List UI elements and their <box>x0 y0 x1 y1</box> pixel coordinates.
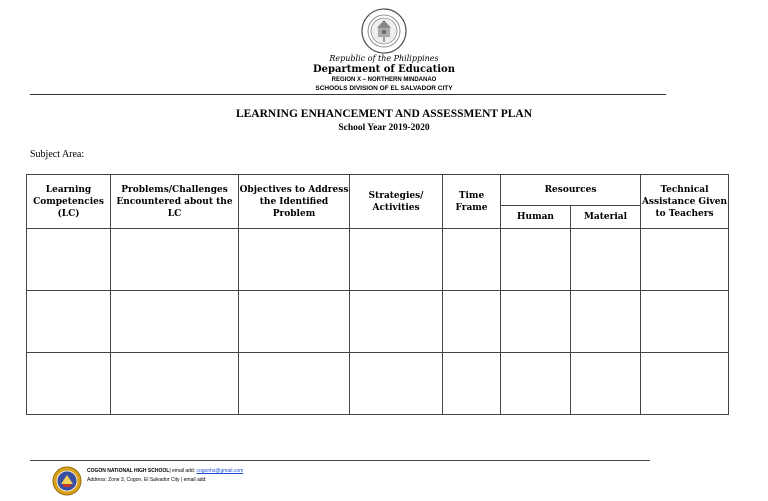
table-cell[interactable] <box>571 353 641 415</box>
republic-line: Republic of the Philippines <box>329 54 439 63</box>
table-cell[interactable] <box>350 229 443 291</box>
document-title: LEARNING ENHANCEMENT AND ASSESSMENT PLAN <box>235 108 533 120</box>
footer-email-link[interactable]: cogonhs@gmail.com <box>196 468 244 474</box>
plan-table <box>26 174 729 415</box>
table-cell[interactable] <box>443 353 501 415</box>
footer-email-label: email add: <box>172 468 196 474</box>
table-cell[interactable] <box>239 353 350 415</box>
table-cell[interactable] <box>350 353 443 415</box>
footer-school-line <box>87 468 243 474</box>
table-cell[interactable] <box>501 229 571 291</box>
table-cell[interactable] <box>239 291 350 353</box>
region-line: REGION X – NORTHERN MINDANAO <box>331 77 437 83</box>
table-cell[interactable] <box>641 291 729 353</box>
table-cell[interactable] <box>27 353 111 415</box>
header-material: Material <box>571 206 641 229</box>
footer-address-line: Address: Zone 3, Cogon, El Salvador City | email add: <box>87 477 207 483</box>
footer-divider <box>30 460 650 461</box>
table-cell[interactable] <box>239 229 350 291</box>
school-seal-icon <box>52 466 82 496</box>
table-cell[interactable] <box>571 229 641 291</box>
table-cell[interactable] <box>571 291 641 353</box>
table-row <box>27 353 729 415</box>
division-line: SCHOOLS DIVISION OF EL SALVADOR CITY <box>315 85 453 92</box>
header-human: Human <box>501 206 571 229</box>
table-cell[interactable] <box>501 291 571 353</box>
header-strategies-activities: Strategies/ Activities <box>350 175 443 229</box>
table-cell[interactable] <box>27 229 111 291</box>
header-technical-assistance: Technical Assistance Given to Teachers <box>641 175 729 229</box>
header-resources: Resources <box>501 175 641 206</box>
table-cell[interactable] <box>443 229 501 291</box>
header-divider <box>30 94 666 95</box>
header-problems-challenges: Problems/Challenges Encountered about the LC <box>111 175 239 229</box>
table-cell[interactable] <box>111 291 239 353</box>
school-year: School Year 2019-2020 <box>338 123 430 133</box>
footer-separator: | <box>169 468 171 474</box>
table-cell[interactable] <box>27 291 111 353</box>
table-cell[interactable] <box>443 291 501 353</box>
header-objectives: Objectives to Address the Identified Problem <box>239 175 350 229</box>
table-cell[interactable] <box>641 229 729 291</box>
table-cell[interactable] <box>501 353 571 415</box>
table-row <box>27 291 729 353</box>
table-cell[interactable] <box>641 353 729 415</box>
footer-address-email-label: email add: <box>183 477 207 483</box>
header-time-frame: Time Frame <box>443 175 501 229</box>
table-cell[interactable] <box>111 229 239 291</box>
table-row <box>27 229 729 291</box>
table-cell[interactable] <box>350 291 443 353</box>
header-learning-competencies: Learning Competencies (LC) <box>27 175 111 229</box>
deped-seal-icon <box>361 8 407 54</box>
footer-address: Address: Zone 3, Cogon, El Salvador City <box>87 477 180 483</box>
subject-area-label: Subject Area: <box>30 149 85 160</box>
table-cell[interactable] <box>111 353 239 415</box>
footer-school-name: COGON NATIONAL HIGH SCHOOL <box>87 468 170 474</box>
department-name: Department of Education <box>313 64 455 75</box>
